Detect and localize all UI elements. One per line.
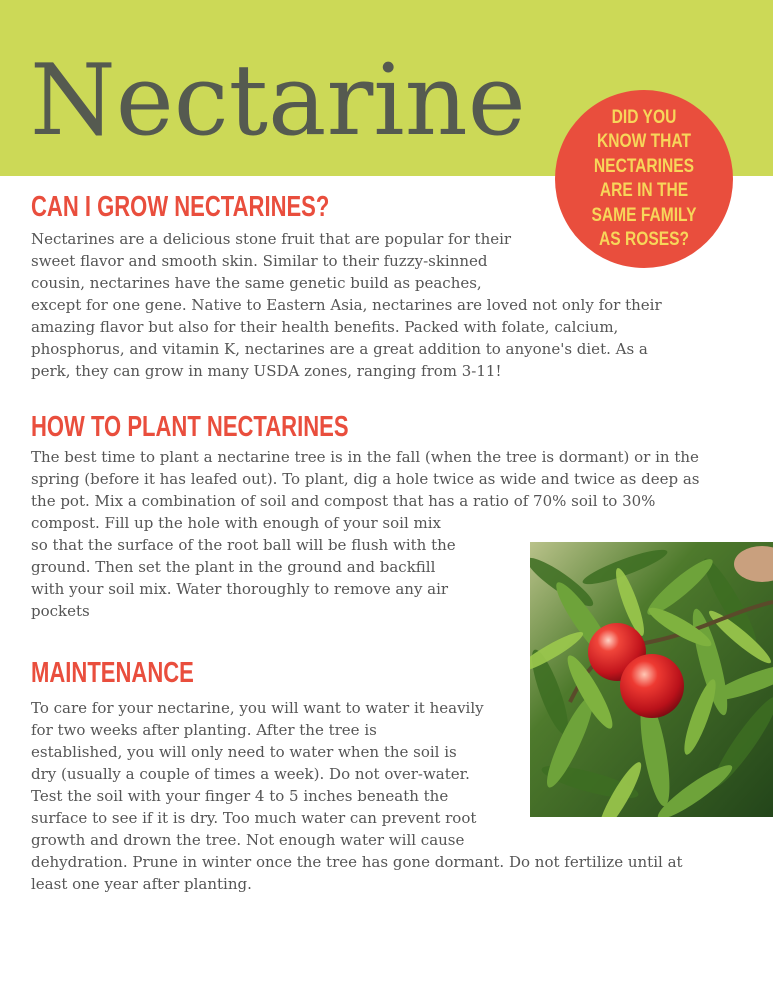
text-line: compost. Fill up the hole with enough of your soil mix — [31, 514, 441, 532]
text-line: To care for your nectarine, you will want to water it heavily — [31, 699, 484, 717]
section-heading-plant: HOW TO PLANT NECTARINES — [31, 411, 349, 443]
fact-badge-text: DID YOU KNOW THAT NECTARINES ARE IN THE SAME FAMILY AS ROSES? — [591, 106, 697, 250]
text-line: sweet flavor and smooth skin. Similar to their fuzzy-skinned — [31, 252, 488, 270]
section-heading-maintenance: MAINTENANCE — [31, 657, 194, 689]
text-line: established, you will only need to water when the soil is — [31, 743, 457, 761]
page-title: Nectarine — [30, 44, 526, 158]
text-line: Nectarines are a delicious stone fruit that are popular for their — [31, 230, 512, 248]
text-line: growth and drown the tree. Not enough water will cause — [31, 831, 465, 849]
text-line: except for one gene. Native to Eastern Asia, nectarines are loved not only for their — [31, 296, 662, 314]
text-line: so that the surface of the root ball will be flush with the — [31, 536, 456, 554]
text-line: with your soil mix. Water thoroughly to remove any air — [31, 580, 449, 598]
text-line: pockets — [31, 602, 90, 620]
text-line: phosphorus, and vitamin K, nectarines are a great addition to anyone's diet. As a — [31, 340, 648, 358]
text-line: cousin, nectarines have the same genetic build as peaches, — [31, 274, 482, 292]
text-line: the pot. Mix a combination of soil and compost that has a ratio of 70% soil to 30% — [31, 492, 656, 510]
text-line: spring (before it has leafed out). To plant, dig a hole twice as wide and twice as deep as — [31, 470, 700, 488]
text-line: dehydration. Prune in winter once the tree has gone dormant. Do not fertilize until at — [31, 853, 683, 871]
section-body-grow — [31, 228, 662, 382]
text-line: dry (usually a couple of times a week). Do not over-water. — [31, 765, 470, 783]
text-line: Test the soil with your finger 4 to 5 inches beneath the — [31, 787, 449, 805]
text-line: least one year after planting. — [31, 875, 252, 893]
text-line: perk, they can grow in many USDA zones, ranging from 3-11! — [31, 362, 502, 380]
section-body-maintenance — [31, 697, 683, 895]
text-line: surface to see if it is dry. Too much water can prevent root — [31, 809, 477, 827]
text-line: ground. Then set the plant in the ground and backfill — [31, 558, 436, 576]
section-heading-grow: CAN I GROW NECTARINES? — [31, 191, 330, 223]
text-line: for two weeks after planting. After the tree is — [31, 721, 377, 739]
text-line: The best time to plant a nectarine tree is in the fall (when the tree is dormant) or in the — [31, 448, 699, 466]
text-line: amazing flavor but also for their health benefits. Packed with folate, calcium, — [31, 318, 619, 336]
